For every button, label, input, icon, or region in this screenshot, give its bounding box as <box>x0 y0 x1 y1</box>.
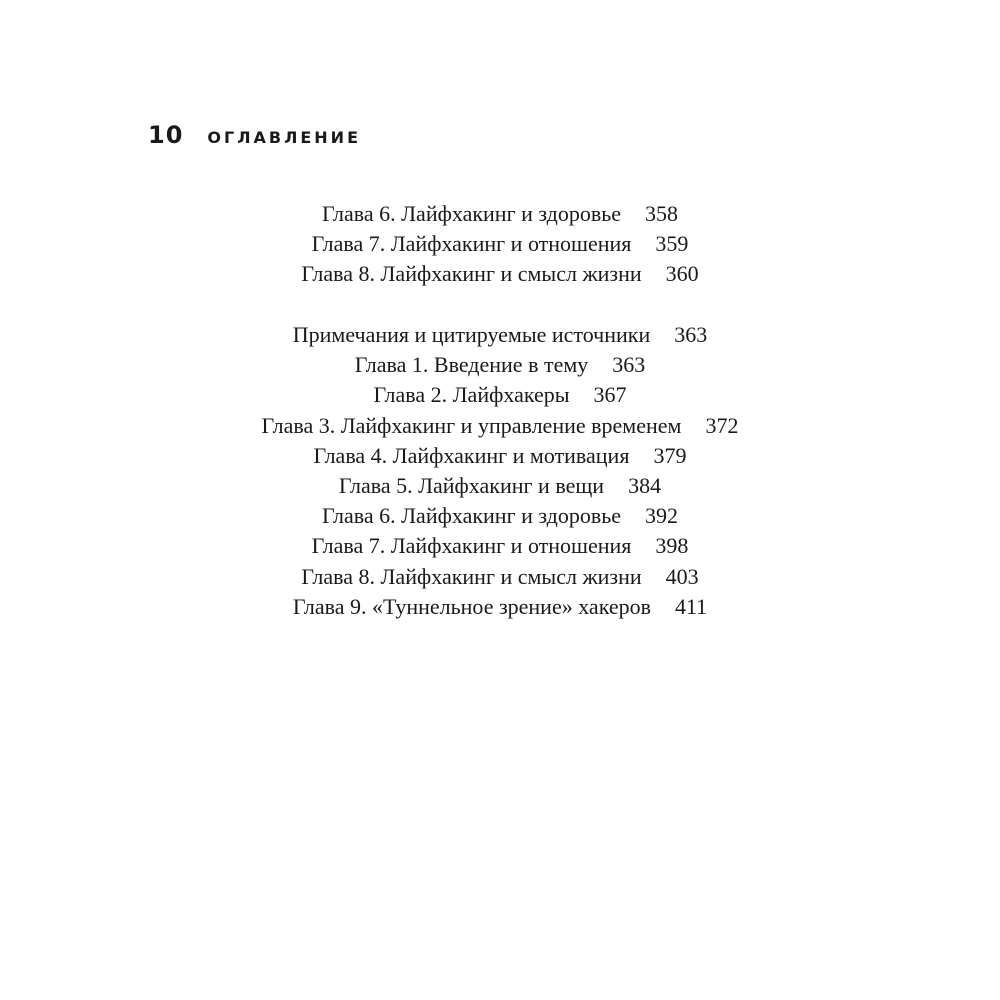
toc-entry-title: Глава 6. Лайфхакинг и здоровье <box>321 201 622 226</box>
toc-entry-title: Глава 2. Лайфхакеры <box>373 382 570 408</box>
toc-entry-page: 379 <box>653 442 687 468</box>
toc-entry-page: 392 <box>645 503 679 529</box>
toc-entry-page: 359 <box>655 231 689 257</box>
toc-entry <box>0 229 1000 259</box>
toc-entry-page: 398 <box>655 533 689 559</box>
toc-entry-title: Глава 9. «Туннельное зрение» хакеров <box>292 593 651 619</box>
toc-entry-page: 403 <box>665 563 699 589</box>
toc-entry-title: Глава 5. Лайфхакинг и вещи <box>338 472 605 498</box>
toc-entry-page: 367 <box>593 382 627 408</box>
toc-entry <box>0 531 1000 561</box>
toc-entry-title: Глава 6. Лайфхакинг и здоровье <box>321 503 622 529</box>
toc-entry-title: Глава 7. Лайфхакинг и отношения <box>311 231 632 257</box>
toc-entry-page: 360 <box>665 261 699 287</box>
toc-entry <box>0 320 1000 350</box>
toc-entry-title: Глава 4. Лайфхакинг и мотивация <box>313 442 630 468</box>
toc-entry-page: 363 <box>674 322 708 347</box>
toc-entry <box>0 501 1000 531</box>
toc-entry-page: 411 <box>675 593 708 619</box>
page-number: 10 <box>148 121 184 149</box>
running-head <box>148 121 361 149</box>
toc-entry <box>0 562 1000 592</box>
toc-entry <box>0 259 1000 289</box>
toc-entry <box>0 380 1000 410</box>
toc-entry <box>0 441 1000 471</box>
toc-entry-page: 384 <box>628 472 662 498</box>
toc-entry-page: 363 <box>612 352 646 378</box>
section-title: ОГЛАВЛЕНИЕ <box>207 128 361 147</box>
toc-entry-title: Глава 3. Лайфхакинг и управление временем <box>261 412 682 438</box>
toc-entry-title: Примечания и цитируемые источники <box>292 322 651 347</box>
toc-entry <box>0 199 1000 229</box>
toc-group-chapters-end <box>0 199 1000 290</box>
toc-entry-page: 358 <box>645 201 679 226</box>
toc-entry-page: 372 <box>705 412 739 438</box>
toc-entry-title: Глава 8. Лайфхакинг и смысл жизни <box>301 261 642 287</box>
toc-entry <box>0 350 1000 380</box>
toc-entry-title: Глава 8. Лайфхакинг и смысл жизни <box>301 563 642 589</box>
toc-group-notes <box>0 320 1000 622</box>
toc-entry-title: Глава 1. Введение в тему <box>354 352 589 378</box>
toc-entry-title: Глава 7. Лайфхакинг и отношения <box>311 533 632 559</box>
toc-entry <box>0 411 1000 441</box>
toc-entry <box>0 471 1000 501</box>
toc-entry <box>0 592 1000 622</box>
